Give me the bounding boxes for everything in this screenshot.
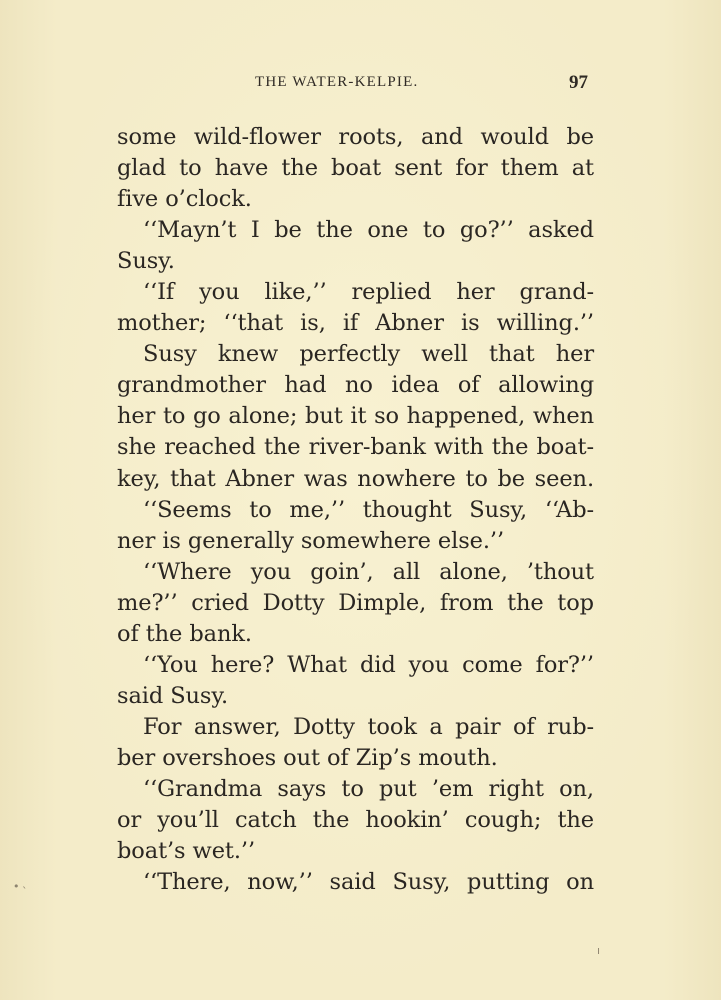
margin-speck: •	[13, 880, 20, 893]
text-line: or you’ll catch the hookin’ cough; the	[117, 807, 594, 834]
text-line: some wild-flower roots, and would be	[117, 124, 594, 150]
text-line: ‘‘You here? What did you come for?’’	[143, 651, 594, 678]
text-line: For answer, Dotty took a pair of rub-	[143, 713, 594, 740]
text-line: ber overshoes out of Zip’s mouth.	[117, 744, 498, 771]
running-head	[0, 74, 721, 96]
text-line: Susy.	[117, 248, 175, 275]
running-title: THE WATER-KELPIE.	[255, 74, 419, 90]
text-line: five o’clock.	[117, 186, 252, 213]
text-line: her to go alone; but it so happened, when	[117, 403, 594, 430]
text-line: ‘‘Where you goin’, all alone, ’thout	[143, 558, 594, 585]
text-line: she reached the river-bank with the boat-	[117, 434, 594, 461]
text-line: boat’s wet.’’	[117, 838, 256, 865]
text-line: ‘‘Seems to me,’’ thought Susy, ‘‘Ab-	[143, 496, 594, 523]
page-number: 97	[569, 72, 588, 93]
margin-speck: ı	[597, 944, 601, 957]
text-line: ner is generally somewhere else.’’	[117, 527, 505, 554]
margin-speck: ˋ	[22, 885, 28, 898]
text-line: ‘‘There, now,’’ said Susy, putting on	[143, 869, 594, 896]
text-line: ‘‘Mayn’t I be the one to go?’’ asked	[143, 217, 594, 244]
text-line: ‘‘If you like,’’ replied her grand-	[143, 279, 594, 306]
text-line: Susy knew perfectly well that her	[143, 341, 594, 368]
text-line: said Susy.	[117, 682, 229, 709]
text-line: of the bank.	[117, 620, 252, 647]
body-text	[117, 122, 594, 898]
text-line: key, that Abner was nowhere to be seen.	[117, 465, 594, 492]
text-line: ‘‘Grandma says to put ’em right on,	[143, 775, 594, 802]
text-line: mother; ‘‘that is, if Abner is willing.’’	[117, 310, 594, 337]
text-line: glad to have the boat sent for them at	[117, 155, 594, 182]
text-line: me?’’ cried Dotty Dimple, from the top	[117, 589, 594, 616]
text-line: grandmother had no idea of allowing	[117, 372, 594, 399]
